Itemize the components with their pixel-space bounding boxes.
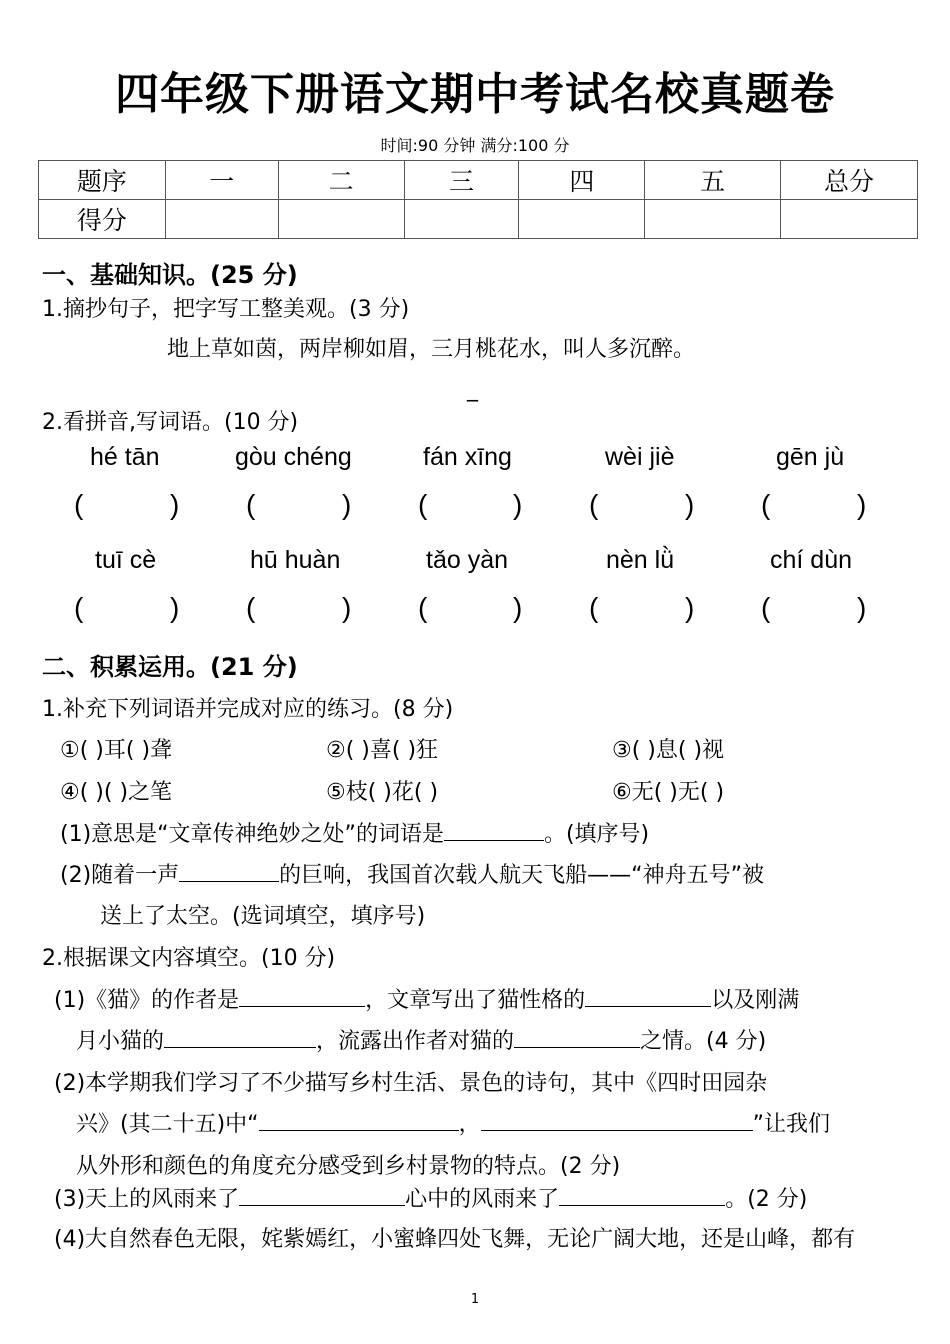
- s1-text: ，文章写出了猫性格的: [365, 988, 586, 1013]
- sub1-text: (1)意思是“文章传神绝妙之处”的词语是: [60, 822, 444, 847]
- answer-blank[interactable]: [259, 1108, 459, 1131]
- s1-text: (1)《猫》的作者是: [54, 988, 240, 1013]
- s2-q1-title: 1.补充下列词语并完成对应的练习。(8 分): [42, 697, 454, 722]
- s3-text: 心中的风雨来了: [405, 1187, 560, 1212]
- s2-q2-s1-line1: [54, 983, 799, 1014]
- score-cell[interactable]: [165, 200, 278, 239]
- score-row-label: 得分: [39, 200, 166, 239]
- s2-q2-s4: (4)大自然春色无限，姹紫嫣红，小蜜蜂四处飞舞，无论广阔大地，还是山峰，都有: [54, 1227, 856, 1252]
- s1-q1-writing-mark[interactable]: _: [467, 377, 478, 402]
- pinyin-item: gòu chéng: [235, 443, 352, 471]
- answer-paren-close: ): [857, 592, 867, 623]
- idiom-item: ⑥无( )无( ): [612, 780, 725, 805]
- pinyin-item: nèn lǜ: [606, 546, 675, 574]
- pinyin-item: gēn jù: [776, 443, 845, 471]
- answer-blank[interactable]: [559, 1183, 725, 1206]
- answer-paren-close: ): [685, 489, 695, 520]
- answer-paren-open: (: [246, 592, 256, 623]
- score-header-cell: 二: [278, 161, 404, 200]
- answer-paren-close: ): [513, 592, 523, 623]
- pinyin-item: tǎo yàn: [426, 546, 509, 574]
- answer-paren-close: ): [170, 592, 180, 623]
- answer-blank[interactable]: [179, 859, 279, 882]
- pinyin-item: chí dùn: [770, 546, 853, 574]
- s1-q2-title: 2.看拼音,写词语。(10 分): [42, 410, 299, 435]
- score-header-cell: 四: [519, 161, 645, 200]
- answer-paren-open: (: [246, 489, 256, 520]
- answer-paren-close: ): [685, 592, 695, 623]
- answer-paren-open: (: [761, 489, 771, 520]
- score-cell[interactable]: [404, 200, 519, 239]
- answer-blank[interactable]: [239, 1183, 405, 1206]
- s1-text: 以及刚满: [711, 988, 800, 1013]
- pinyin-item: hū huàn: [250, 546, 341, 574]
- sub2-text: (2)随着一声: [60, 863, 180, 888]
- answer-blank[interactable]: [164, 1025, 316, 1048]
- answer-blank[interactable]: [481, 1108, 753, 1131]
- answer-paren-open: (: [418, 489, 428, 520]
- s2-q2-s3: [54, 1182, 807, 1213]
- s3-text: 。(2 分): [725, 1187, 808, 1212]
- s2-q2-s1-line2: [76, 1024, 766, 1055]
- score-cell[interactable]: [645, 200, 781, 239]
- answer-paren-close: ): [342, 592, 352, 623]
- idiom-item: ④( )( )之笔: [60, 780, 173, 805]
- answer-paren-open: (: [589, 592, 599, 623]
- s1-q1-title: 1.摘抄句子，把字写工整美观。(3 分): [42, 297, 410, 322]
- s1-text: 之情。(4 分): [640, 1029, 767, 1054]
- s1-q1-sentence: 地上草如茵，两岸柳如眉，三月桃花水，叫人多沉醉。: [167, 337, 696, 362]
- answer-blank[interactable]: [585, 984, 711, 1007]
- s2-q1-sub2: [60, 858, 764, 889]
- score-header-cell: 一: [165, 161, 278, 200]
- score-header-cell: 五: [645, 161, 781, 200]
- pinyin-item: fán xīng: [423, 443, 512, 471]
- answer-paren-open: (: [761, 592, 771, 623]
- pinyin-item: wèi jiè: [605, 443, 675, 471]
- answer-paren-close: ): [342, 489, 352, 520]
- answer-paren-close: ): [857, 489, 867, 520]
- s2-text: ，: [458, 1112, 481, 1137]
- answer-paren-open: (: [418, 592, 428, 623]
- idiom-item: ⑤枝( )花( ): [326, 780, 439, 805]
- answer-blank[interactable]: [514, 1025, 640, 1048]
- score-header-cell: 总分: [781, 161, 918, 200]
- pinyin-item: hé tān: [90, 443, 160, 471]
- sub1-suffix: 。(填序号): [543, 822, 650, 847]
- answer-paren-close: ): [170, 489, 180, 520]
- s2-q1-sub1: [60, 817, 649, 848]
- score-table: [38, 160, 918, 239]
- s3-text: (3)天上的风雨来了: [54, 1187, 240, 1212]
- idiom-item: ③( )息( )视: [612, 738, 725, 763]
- s2-text: ”让我们: [752, 1112, 830, 1137]
- score-header-cell: 三: [404, 161, 519, 200]
- answer-blank[interactable]: [444, 818, 544, 841]
- answer-blank[interactable]: [239, 984, 365, 1007]
- answer-paren-open: (: [74, 592, 84, 623]
- score-cell[interactable]: [278, 200, 404, 239]
- score-header-cell: 题序: [39, 161, 166, 200]
- answer-paren-close: ): [513, 489, 523, 520]
- page-number: 1: [470, 1292, 480, 1307]
- score-cell[interactable]: [519, 200, 645, 239]
- s1-text: ，流露出作者对猫的: [316, 1029, 515, 1054]
- answer-paren-open: (: [74, 489, 84, 520]
- idiom-item: ②( )喜( )狂: [326, 738, 439, 763]
- sub2-text-b: 的巨响，我国首次载人航天飞船——“神舟五号”被: [279, 863, 764, 888]
- s2-q1-sub2-cont: 送上了太空。(选词填空，填序号): [100, 904, 426, 929]
- section2-heading: 二、积累运用。(21 分): [42, 653, 298, 681]
- s2-text: 兴》(其二十五)中“: [76, 1112, 259, 1137]
- section1-heading: 一、基础知识。(25 分): [42, 261, 298, 289]
- score-value-row: [39, 200, 918, 239]
- idiom-item: ①( )耳( )聋: [60, 738, 173, 763]
- page-title: 四年级下册语文期中考试名校真题卷: [115, 69, 835, 120]
- pinyin-item: tuī cè: [95, 546, 157, 574]
- s2-q2-title: 2.根据课文内容填空。(10 分): [42, 946, 336, 971]
- s2-q2-s2-line1: (2)本学期我们学习了不少描写乡村生活、景色的诗句，其中《四时田园杂: [54, 1071, 768, 1096]
- exam-meta: 时间:90 分钟 满分:100 分: [380, 136, 570, 155]
- answer-paren-open: (: [589, 489, 599, 520]
- score-cell[interactable]: [781, 200, 918, 239]
- score-header-row: [39, 161, 918, 200]
- s2-q2-s2-line3: 从外形和颜色的角度充分感受到乡村景物的特点。(2 分): [76, 1154, 621, 1179]
- s2-q2-s2-line2: [76, 1107, 830, 1138]
- s1-text: 月小猫的: [76, 1029, 165, 1054]
